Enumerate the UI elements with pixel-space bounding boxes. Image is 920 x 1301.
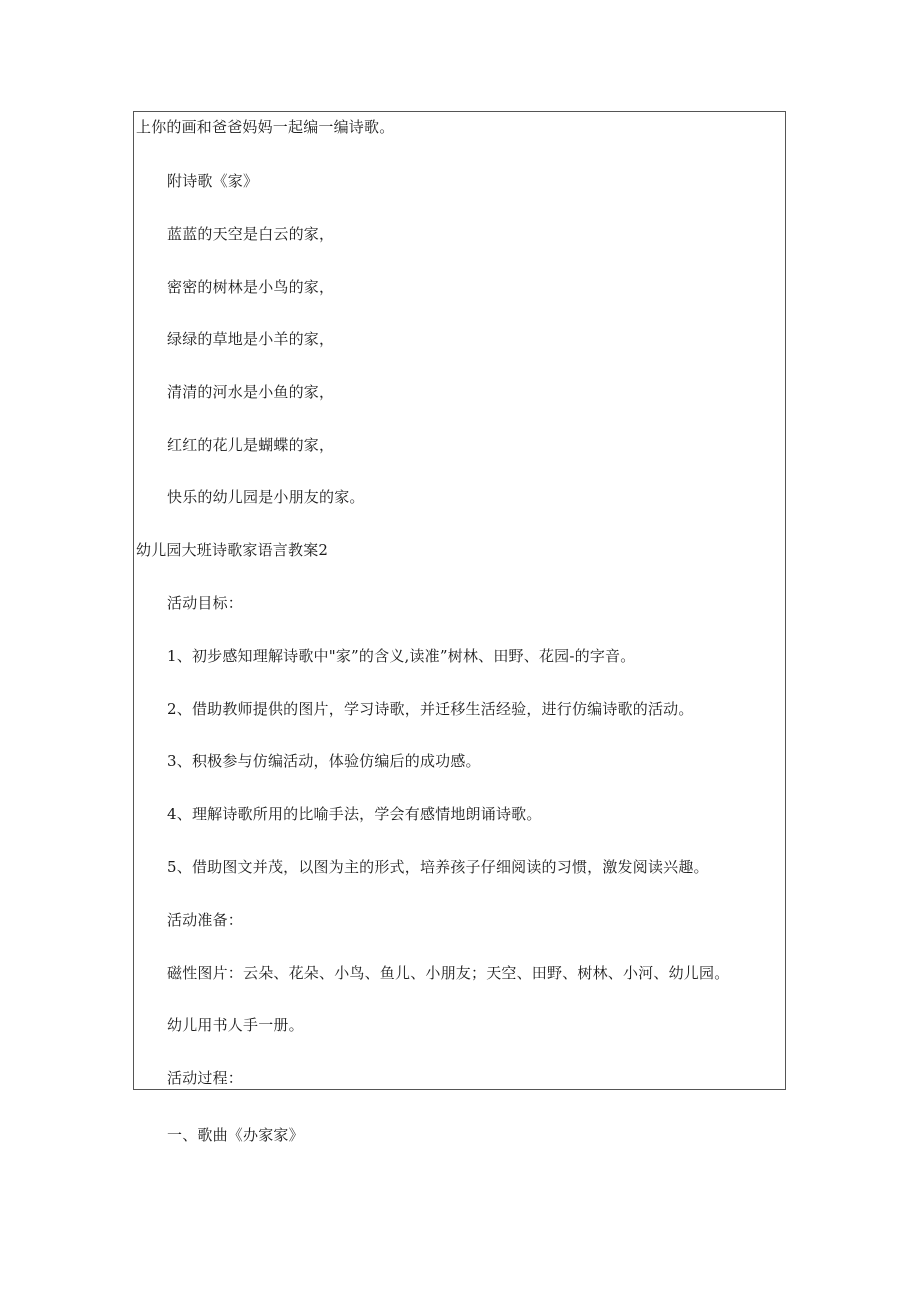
poem-line: 红红的花儿是蝴蝶的家，: [167, 436, 335, 454]
process-step: 一、歌曲《办家家》: [167, 1126, 304, 1144]
goal-item: 4、理解诗歌所用的比喻手法，学会有感情地朗诵诗歌。: [167, 805, 542, 823]
section-heading-goals: 活动目标：: [167, 594, 244, 612]
preparation-item: 幼儿用书人手一册。: [167, 1016, 304, 1034]
poem-line: 快乐的幼儿园是小朋友的家。: [167, 488, 365, 506]
poem-heading: 附诗歌《家》: [167, 172, 259, 190]
section-title: 幼儿园大班诗歌家语言教案2: [136, 541, 329, 559]
goal-item: 1、初步感知理解诗歌中"家”的含义,读准”树林、田野、花园-的字音。: [167, 647, 636, 665]
goal-item: 3、积极参与仿编活动，体验仿编后的成功感。: [167, 752, 481, 770]
poem-line: 蓝蓝的天空是白云的家，: [167, 225, 335, 243]
poem-line: 清清的河水是小鱼的家，: [167, 383, 335, 401]
goal-item: 5、借助图文并茂，以图为主的形式，培养孩子仔细阅读的习惯，激发阅读兴趣。: [167, 858, 709, 876]
section-heading-process: 活动过程：: [167, 1069, 244, 1087]
preparation-item: 磁性图片：云朵、花朵、小鸟、鱼儿、小朋友；天空、田野、树林、小河、幼儿园。: [167, 964, 730, 982]
paragraph-continuation: 上你的画和爸爸妈妈一起编一编诗歌。: [136, 118, 395, 136]
poem-line: 绿绿的草地是小羊的家，: [167, 330, 335, 348]
goal-item: 2、借助教师提供的图片，学习诗歌，并迁移生活经验，进行仿编诗歌的活动。: [167, 700, 694, 718]
section-heading-preparation: 活动准备：: [167, 911, 244, 929]
poem-line: 密密的树林是小鸟的家，: [167, 278, 335, 296]
